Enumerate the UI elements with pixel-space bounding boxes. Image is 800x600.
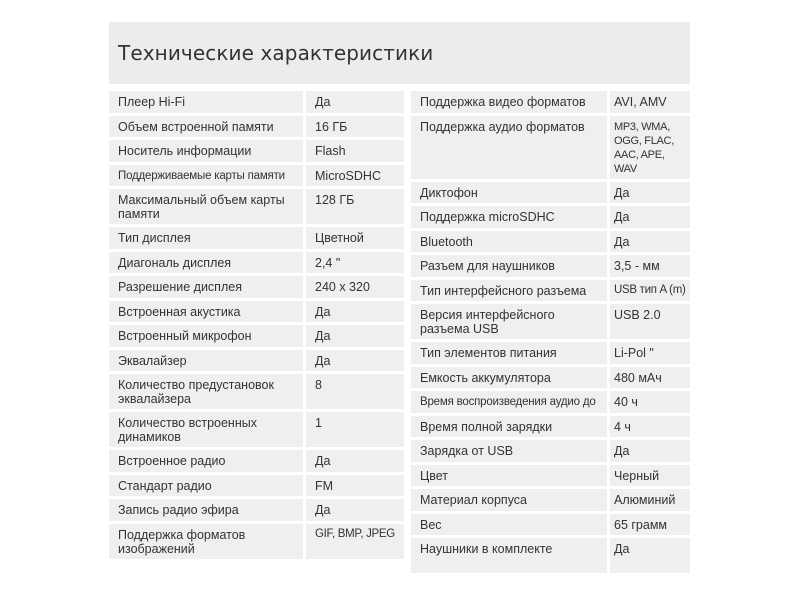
spec-key: Поддержка форматов изображений [109,524,303,559]
spec-value: 65 грамм [610,514,690,536]
spec-value: Алюминий [610,489,690,511]
spec-key: Цвет [411,465,607,487]
spec-row [109,301,404,323]
spec-row [411,342,690,364]
spec-row [411,465,690,487]
spec-row [109,140,404,162]
spec-value: 4 ч [610,416,690,438]
spec-value: FM [306,475,404,497]
spec-value: MP3, WMA, OGG, FLAC, AAC, APE, WAV [610,116,690,179]
spec-value: AVI, AMV [610,91,690,113]
spec-value: MicroSDHC [306,165,404,187]
spec-row [109,350,404,372]
spec-value: 8 [306,374,404,409]
spec-key: Носитель информации [109,140,303,162]
specs-header [109,22,690,84]
spec-row [411,116,690,179]
spec-row [109,450,404,472]
spec-value: Да [610,440,690,462]
spec-row [411,255,690,277]
spec-key: Максимальный объем карты памяти [109,189,303,224]
spec-value: 3,5 - мм [610,255,690,277]
spec-key: Диктофон [411,182,607,204]
spec-value: Да [610,182,690,204]
spec-row [109,165,404,187]
spec-value: Черный [610,465,690,487]
spec-key: Время воспроизведения аудио до [411,391,607,413]
spec-value: 128 ГБ [306,189,404,224]
page-title: Технические характеристики [118,41,434,65]
spec-row [109,189,404,224]
spec-value: Да [306,450,404,472]
spec-row [109,412,404,447]
spec-value: USB 2.0 [610,304,690,339]
spec-value: Да [306,350,404,372]
spec-key: Разъем для наушников [411,255,607,277]
spec-row [109,276,404,298]
spec-key: Количество предустановок эквалайзера [109,374,303,409]
spec-value: 1 [306,412,404,447]
spec-value: Да [306,325,404,347]
spec-row [109,227,404,249]
spec-value: Да [306,301,404,323]
spec-row [411,91,690,113]
spec-value: Да [306,499,404,521]
spec-key: Материал корпуса [411,489,607,511]
spec-value: 480 мАч [610,367,690,389]
spec-row [411,416,690,438]
spec-value: Да [610,538,690,573]
specs-table-right [411,91,690,573]
spec-key: Количество встроенных динамиков [109,412,303,447]
spec-key: Bluetooth [411,231,607,253]
spec-row [411,538,690,573]
spec-value: USB тип A (m) [610,280,690,302]
spec-key: Встроенная акустика [109,301,303,323]
spec-key: Тип интерфейсного разъема [411,280,607,302]
spec-row [411,367,690,389]
spec-row [411,440,690,462]
spec-row [411,182,690,204]
spec-key: Поддержка microSDHC [411,206,607,228]
spec-key: Тип дисплея [109,227,303,249]
spec-row [109,475,404,497]
spec-row [109,91,404,113]
spec-row [109,252,404,274]
spec-key: Разрешение дисплея [109,276,303,298]
spec-value: 16 ГБ [306,116,404,138]
spec-key: Наушники в комплекте [411,538,607,573]
spec-key: Зарядка от USB [411,440,607,462]
specs-table-left [109,91,404,559]
spec-key: Поддержка аудио форматов [411,116,607,179]
spec-key: Поддерживаемые карты памяти [109,165,303,187]
spec-value: Да [306,91,404,113]
spec-value: Цветной [306,227,404,249]
spec-key: Объем встроенной памяти [109,116,303,138]
spec-value: 240 x 320 [306,276,404,298]
spec-key: Диагональ дисплея [109,252,303,274]
spec-row [109,499,404,521]
spec-row [109,325,404,347]
spec-key: Вес [411,514,607,536]
spec-row [109,374,404,409]
spec-key: Емкость аккумулятора [411,367,607,389]
spec-key: Встроенное радио [109,450,303,472]
spec-value: Li-Pol " [610,342,690,364]
spec-value: Да [610,231,690,253]
spec-row [411,206,690,228]
spec-value: 40 ч [610,391,690,413]
spec-row [411,489,690,511]
spec-value: Flash [306,140,404,162]
spec-row [109,524,404,559]
spec-row [411,514,690,536]
spec-key: Время полной зарядки [411,416,607,438]
spec-key: Версия интерфейсного разъема USB [411,304,607,339]
spec-row [411,231,690,253]
spec-value: Да [610,206,690,228]
spec-key: Запись радио эфира [109,499,303,521]
spec-row [411,391,690,413]
spec-key: Поддержка видео форматов [411,91,607,113]
spec-value: GIF, BMP, JPEG [306,524,404,559]
spec-key: Плеер Hi-Fi [109,91,303,113]
spec-key: Эквалайзер [109,350,303,372]
spec-row [411,280,690,302]
spec-value: 2,4 " [306,252,404,274]
spec-key: Тип элементов питания [411,342,607,364]
spec-row [411,304,690,339]
spec-key: Стандарт радио [109,475,303,497]
spec-key: Встроенный микрофон [109,325,303,347]
spec-row [109,116,404,138]
